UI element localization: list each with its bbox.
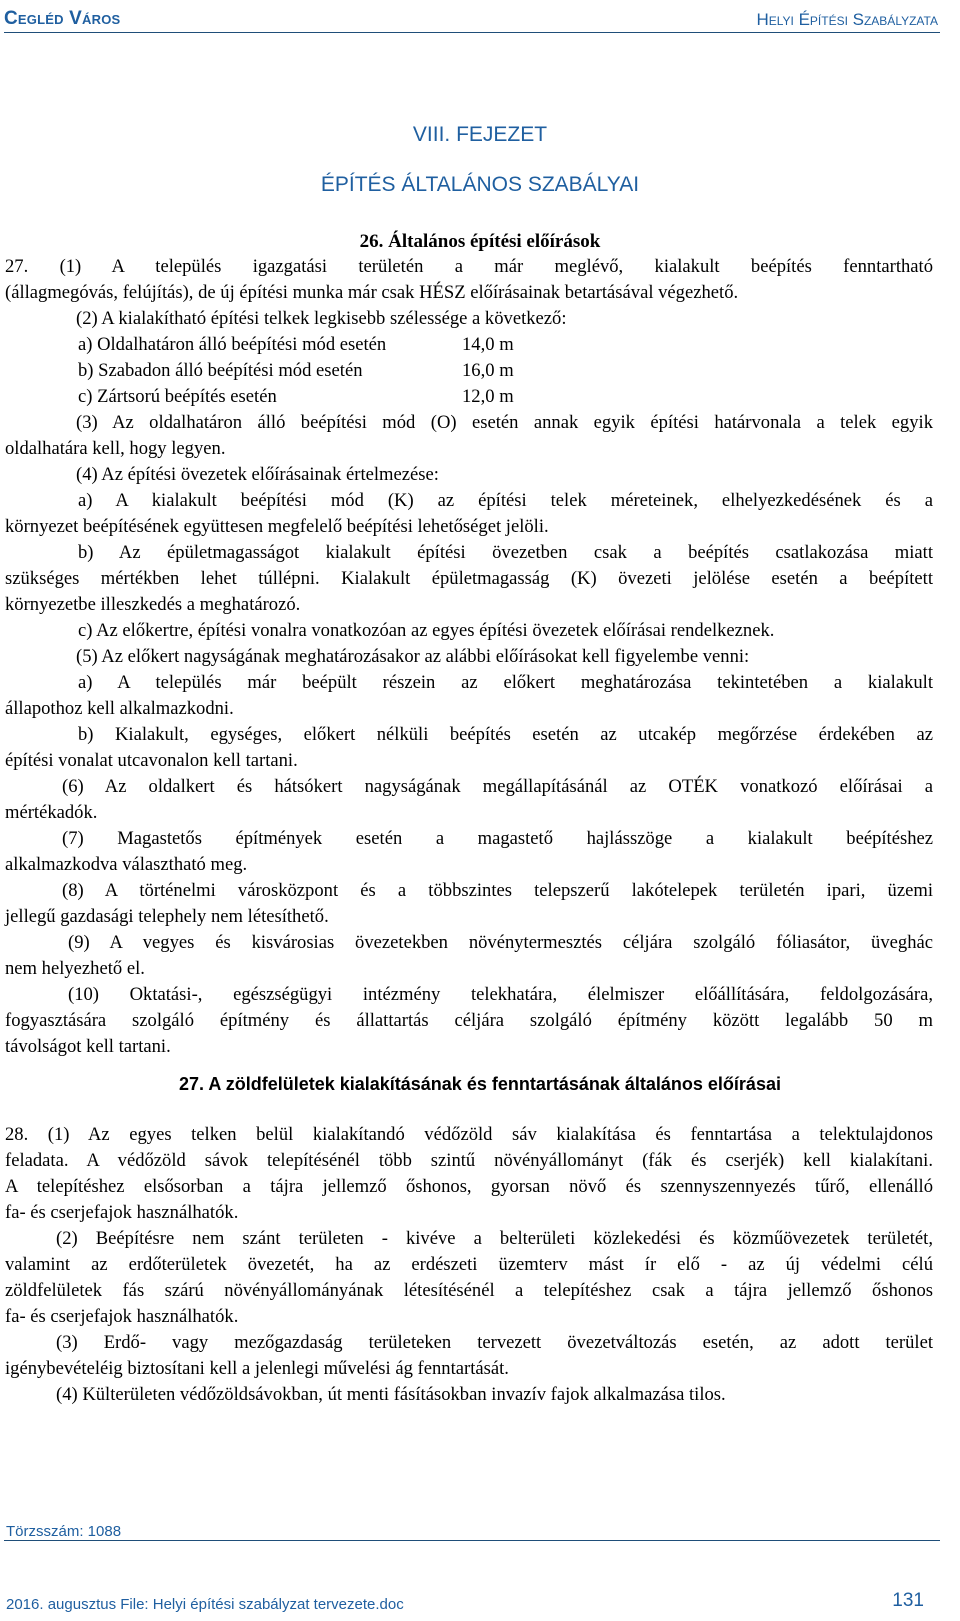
s26-line-24: (9) A vegyes és kisvárosias övezetekben növénytermesztés céljára szolgáló fóliasátor, üveghác: [68, 932, 933, 953]
s27-line-2: feladata. A védőzöld sávok telepítésénél több szintű növényállományt (fák és cserjék) kell kialakítani.: [5, 1150, 933, 1171]
width-row-value-b: 16,0 m: [462, 360, 514, 381]
s26-line-8: környezet beépítésének együttesen megfelelő beépítési lehetőséget jelöli.: [5, 516, 549, 537]
s26-line-14: a) A település már beépült részein az előkert meghatározása tekintetében a kialakult: [78, 672, 933, 693]
s26-line-1: 27. (1) A település igazgatási területén a már meglévő, kialakult beépítés fenntartható: [5, 256, 933, 277]
s26-line-25: nem helyezhető el.: [5, 958, 145, 979]
footer-divider: [4, 1540, 940, 1541]
s26-line-20: (7) Magastetős építmények esetén a magastető hajlásszöge a kialakult beépítéshez: [62, 828, 933, 849]
s26-line-23: jellegű gazdasági telephely nem létesíthető.: [5, 906, 329, 927]
width-row-value-c: 12,0 m: [462, 386, 514, 407]
width-row-label-b: b) Szabadon álló beépítési mód esetén: [78, 360, 363, 381]
s26-line-3: (2) A kialakítható építési telkek legkisebb szélessége a következő:: [76, 308, 567, 329]
s26-line-13: (5) Az előkert nagyságának meghatározásakor az alábbi előírásokat kell figyelembe venni:: [76, 646, 750, 667]
s26-line-22: (8) A történelmi városközpont és a többszintes telepszerű lakótelepek területén ipari, üzemi: [62, 880, 933, 901]
chapter-number: VIII. FEJEZET: [412, 123, 548, 146]
s27-line-1: 28. (1) Az egyes telken belül kialakítandó védőzöld sáv kialakítása és fenntartása a telektulajdonos: [5, 1124, 933, 1145]
s26-line-26: (10) Oktatási-, egészségügyi intézmény telekhatára, élelmiszer előállítására, feldolgozására,: [68, 984, 933, 1005]
footer-record-number: Törzsszám: 1088: [6, 1523, 122, 1540]
page-number: 131: [892, 1590, 924, 1611]
s26-line-28: távolságot kell tartani.: [5, 1036, 171, 1057]
section-26-title: 26. Általános építési előírások: [359, 231, 601, 252]
section-27-title: 27. A zöldfelületek kialakításának és fenntartásának általános előírásai: [179, 1074, 781, 1094]
s27-line-6: valamint az erdőterületek övezetét, ha az erdészeti üzemterv mást ír elő - az új védelmi célú: [5, 1254, 933, 1275]
header-document-title: Helyi Építési Szabályzata: [756, 10, 938, 29]
s26-line-2: (állagmegóvás, felújítás), de új építési munka már csak HÉSZ előírásainak betartásával végezhető.: [5, 282, 739, 303]
s27-line-8: fa- és cserjefajok használhatók.: [5, 1306, 239, 1327]
s26-line-11: környezetbe illeszkedés a meghatározó.: [5, 594, 301, 615]
s26-line-9: b) Az épületmagasságot kialakult építési övezetben csak a beépítés csatlakozása miatt: [78, 542, 933, 563]
s26-line-6: (4) Az építési övezetek előírásainak értelmezése:: [76, 464, 439, 485]
s27-line-4: fa- és cserjefajok használhatók.: [5, 1202, 239, 1223]
s26-line-21: alkalmazkodva választható meg.: [5, 854, 248, 875]
page-header: [4, 4, 940, 33]
s26-line-7: a) A kialakult beépítési mód (K) az építési telek méreteinek, elhelyezkedésének és a: [78, 490, 933, 511]
s27-line-3: A telepítéshez elsősorban a tájra jellemző őshonos, gyorsan növő és szennyszennyezés tűrő, ellenálló: [5, 1176, 933, 1197]
s26-line-19: mértékadók.: [5, 802, 98, 823]
s26-line-17: építési vonalat utcavonalon kell tartani.: [5, 750, 298, 771]
width-row-label-c: c) Zártsorú beépítés esetén: [78, 386, 277, 407]
width-row-label-a: a) Oldalhatáron álló beépítési mód esetén: [78, 334, 387, 355]
s26-line-16: b) Kialakult, egységes, előkert nélküli beépítés esetén az utcakép megőrzése érdekében az: [78, 724, 933, 745]
s27-line-7: zöldfelületek fás szárú növényállományának létesítésénél a telepítéshez csak a tájra jellemző őshonos: [5, 1280, 933, 1301]
s27-line-5: (2) Beépítésre nem szánt területen - kivéve a belterületi közlekedési és közműövezetek területét,: [56, 1228, 933, 1249]
footer-file-info: 2016. augusztus File: Helyi építési szabályzat tervezete.doc: [6, 1596, 404, 1613]
s26-line-12: c) Az előkertre, építési vonalra vonatkozóan az egyes építési övezetek előírásai rendelkeznek.: [78, 620, 775, 641]
s26-line-10: szükséges mértékben lehet túllépni. Kialakult épületmagasság (K) övezeti jelölése esetén a beépített: [5, 568, 933, 589]
s26-line-27: fogyasztására szolgáló építmény és állattartás céljára szolgáló építmény között legalább 50 m: [5, 1010, 933, 1031]
s27-line-11: (4) Külterületen védőzöldsávokban, út menti fásításokban invazív fajok alkalmazása tilos.: [56, 1384, 726, 1405]
chapter-title: ÉPÍTÉS ÁLTALÁNOS SZABÁLYAI: [320, 173, 640, 196]
s26-line-18: (6) Az oldalkert és hátsókert nagyságának megállapításánál az OTÉK vonatkozó előírásai a: [62, 776, 933, 797]
header-city: Cegléd Város: [4, 8, 121, 29]
s27-line-10: igénybevételéig biztosítani kell a jelenlegi művelési ág fenntartását.: [5, 1358, 509, 1379]
s27-line-9: (3) Erdő- vagy mezőgazdaság területeken tervezett övezetváltozás esetén, az adott terület: [56, 1332, 933, 1353]
s26-line-5: oldalhatára kell, hogy legyen.: [5, 438, 226, 459]
width-row-value-a: 14,0 m: [462, 334, 514, 355]
s26-line-4: (3) Az oldalhatáron álló beépítési mód (O) esetén annak egyik építési határvonala a telek egyik: [76, 412, 933, 433]
s26-line-15: állapothoz kell alkalmazkodni.: [5, 698, 234, 719]
